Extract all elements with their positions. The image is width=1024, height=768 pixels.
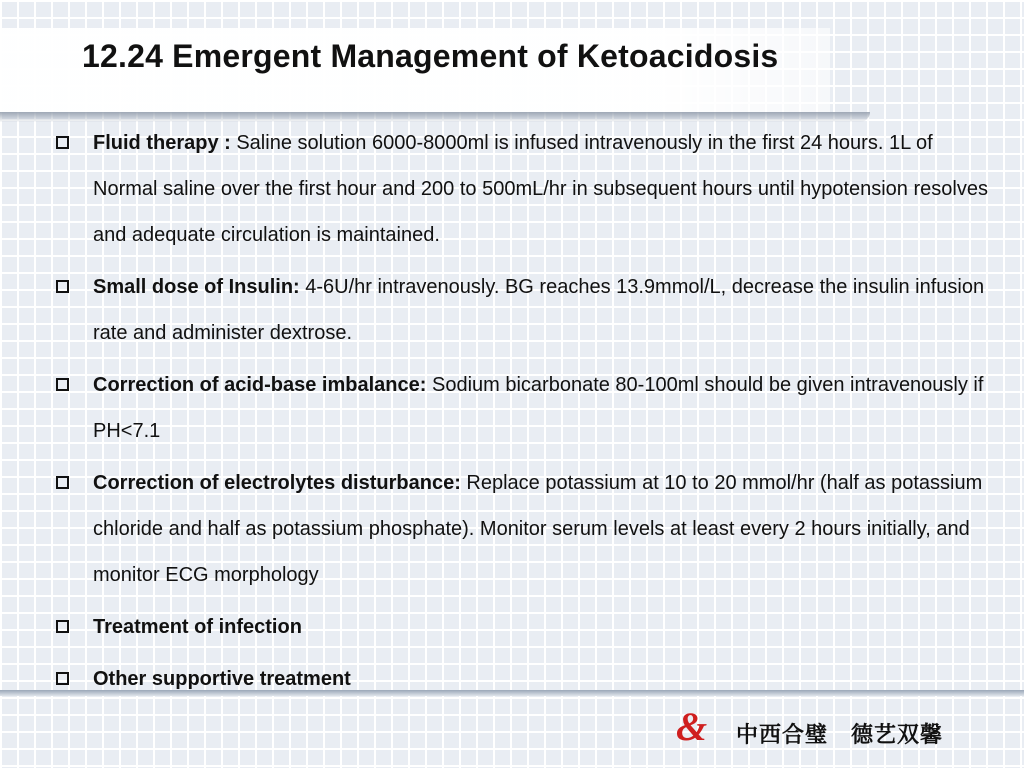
footer-motto: 中西合璧 德艺双馨 xyxy=(736,723,944,748)
bullet-label: Correction of electrolytes disturbance: xyxy=(93,472,467,494)
bullet-acid-base xyxy=(52,362,992,454)
bullet-body: Replace potassium at 10 to 20 mmol/hr (half as potassium chloride and half as potassium phosphate). Monitor serum levels at least every 2 hours initially, and monitor ECG morphology xyxy=(93,472,983,586)
ampersand-logo-icon: & xyxy=(676,704,708,749)
bullet-text xyxy=(93,362,992,454)
slide-title: 12.24 Emergent Management of Ketoacidosis xyxy=(82,38,779,74)
bullet-label: Treatment of infection xyxy=(93,616,302,638)
bullet-infection xyxy=(52,604,992,650)
square-bullet-icon xyxy=(56,280,69,293)
bullet-text xyxy=(93,264,992,356)
square-bullet-icon xyxy=(56,672,69,685)
bullet-electrolytes xyxy=(52,460,992,598)
footer-divider xyxy=(0,690,1024,696)
square-bullet-icon xyxy=(56,136,69,149)
bullet-fluid-therapy xyxy=(52,120,992,258)
bullet-label: Correction of acid-base imbalance: xyxy=(93,374,432,396)
bullet-label: Small dose of Insulin: xyxy=(93,276,306,298)
square-bullet-icon xyxy=(56,476,69,489)
bullet-body: Sodium bicarbonate 80-100ml should be given intravenously if PH<7.1 xyxy=(93,374,984,442)
bullet-body: Saline solution 6000-8000ml is infused intravenously in the first 24 hours. 1L of Normal saline over the first hour and 200 to 500mL/hr in subsequent hours until hypotension resolves and adequate circulation is maintained. xyxy=(93,132,988,246)
square-bullet-icon xyxy=(56,378,69,391)
bullet-text xyxy=(93,604,992,650)
bullet-label: Other supportive treatment xyxy=(93,668,351,690)
bullet-insulin xyxy=(52,264,992,356)
bullet-text xyxy=(93,460,992,598)
square-bullet-icon xyxy=(56,620,69,633)
bullet-text xyxy=(93,120,992,258)
bullet-body: 4-6U/hr intravenously. BG reaches 13.9mmol/L, decrease the insulin infusion rate and administer dextrose. xyxy=(93,276,985,344)
bullet-list xyxy=(52,120,992,708)
bullet-label: Fluid therapy : xyxy=(93,132,237,154)
